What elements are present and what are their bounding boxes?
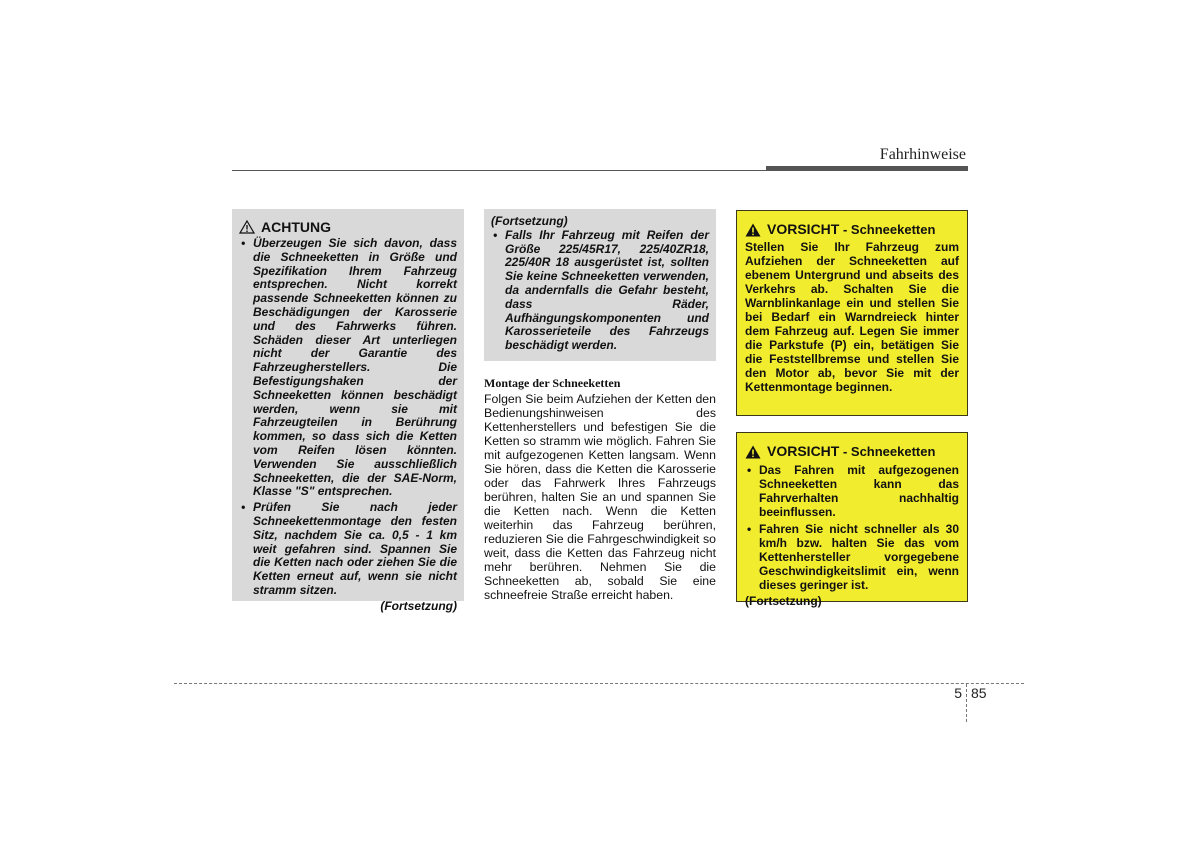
footer-rule — [174, 683, 1024, 684]
vorsicht-heading-row — [745, 443, 959, 460]
vorsicht-box-2 — [736, 432, 968, 608]
warning-triangle-filled-icon — [745, 445, 761, 459]
vorsicht-subheading: - Schneeketten — [839, 222, 936, 237]
vorsicht-box-1 — [736, 210, 968, 416]
achtung-continued-box — [484, 209, 716, 361]
warning-triangle-outline-icon — [239, 220, 255, 234]
vorsicht-heading-row — [745, 221, 959, 238]
page-header-title: Fahrhinweise — [879, 146, 966, 163]
header-rule-thick — [766, 166, 968, 171]
list-item: • Das Fahren mit aufgezogenen Schneeketten kann das Fahrverhalten nachhaltig beeinflussen. — [747, 463, 959, 519]
montage-body: Folgen Sie beim Aufziehen der Ketten den Bedienungshinweisen des Kettenherstellers und befestigen Sie die Ketten so stramm wie möglich. Fahren Sie mit aufgezogenen Ketten langsam. Wenn Sie hören, dass die Ketten die Karosserie oder das Fahrwerk Ihres Fahrzeugs berühren, halten Sie an und spannen Sie die Ketten nach. Wenn die Ketten weiterhin das Fahrzeug berühren, reduzieren Sie die Fahrgeschwindigkeit so weit, dass die Ketten das Fahrzeug nicht mehr berühren. Nehmen Sie die Schneeketten ab, sobald Sie eine schneefreie Straße erreicht haben. — [484, 392, 716, 602]
achtung-box — [232, 209, 464, 613]
vorsicht-list — [745, 463, 959, 592]
vorsicht-continuation: (Fortsetzung) — [745, 594, 822, 608]
achtung-continuation: (Fortsetzung) — [380, 598, 457, 613]
page-number: 85 — [971, 685, 987, 701]
list-item: • Fahren Sie nicht schneller als 30 km/h bzw. halten Sie das vom Kettenhersteller vorgegebene Geschwindigkeitslimit ein, wenn dieses geringer ist. — [747, 522, 959, 592]
achtung-list — [239, 237, 457, 598]
achtung-continued-list — [491, 229, 709, 353]
vorsicht-heading: VORSICHT — [767, 443, 840, 459]
vorsicht-body: Stellen Sie Ihr Fahrzeug zum Aufziehen der Schneeketten auf ebenem Untergrund und abseits des Verkehrs ab. Schalten Sie die Warnblinkanlage ein und stellen Sie bei Bedarf ein Warndreieck hinter dem Fahrzeug auf. Legen Sie immer die Parkstufe (P) ein, betätigen Sie die Feststellbremse und stellen Sie den Motor ab, bevor Sie mit der Kettenmontage beginnen. — [745, 240, 959, 394]
vorsicht-subheading: - Schneeketten — [839, 444, 936, 459]
achtung-continued-lead: (Fortsetzung) — [491, 214, 568, 228]
montage-heading: Montage der Schneeketten — [484, 376, 621, 390]
chapter-number: 5 — [954, 685, 962, 701]
list-item: • Überzeugen Sie sich davon, dass die Schneeketten in Größe und Spezifikation Ihrem Fahrzeug entsprechen. Nicht korrekt passende Schneeketten können zu Beschädigungen der Karosserie und des Fahrwerks führen. Schäden dieser Art unterliegen nicht der Garantie des Fahrzeugherstellers. Die Befestigungshaken der Schneeketten können beschädigt werden, wenn sie mit Fahrzeugteilen in Berührung kommen, so dass sich die Ketten vom Reifen lösen könnten. Verwenden Sie ausschließlich Schneeketten, die der SAE-Norm, Klasse "S" entsprechen. — [241, 236, 457, 499]
achtung-heading: ACHTUNG — [261, 219, 331, 235]
list-item: • Falls Ihr Fahrzeug mit Reifen der Größe 225/45R17, 225/40ZR18, 225/40R 18 ausgerüstet ist, sollten Sie keine Schneeketten verwenden, da andernfalls die Gefahr besteht, dass Räder, Aufhängungskomponenten und Karosserieteile des Fahrzeugs beschädigt werden. — [493, 227, 709, 353]
achtung-heading-row — [239, 219, 457, 235]
footer-divider — [966, 684, 967, 722]
vorsicht-heading: VORSICHT — [767, 221, 840, 237]
list-item: • Prüfen Sie nach jeder Schneekettenmontage den festen Sitz, nachdem Sie ca. 0,5 - 1 km weit gefahren sind. Spannen Sie die Ketten nach oder ziehen Sie die Ketten erneut auf, wenn sie nicht stramm sitzen. — [241, 500, 457, 597]
warning-triangle-filled-icon — [745, 223, 761, 237]
